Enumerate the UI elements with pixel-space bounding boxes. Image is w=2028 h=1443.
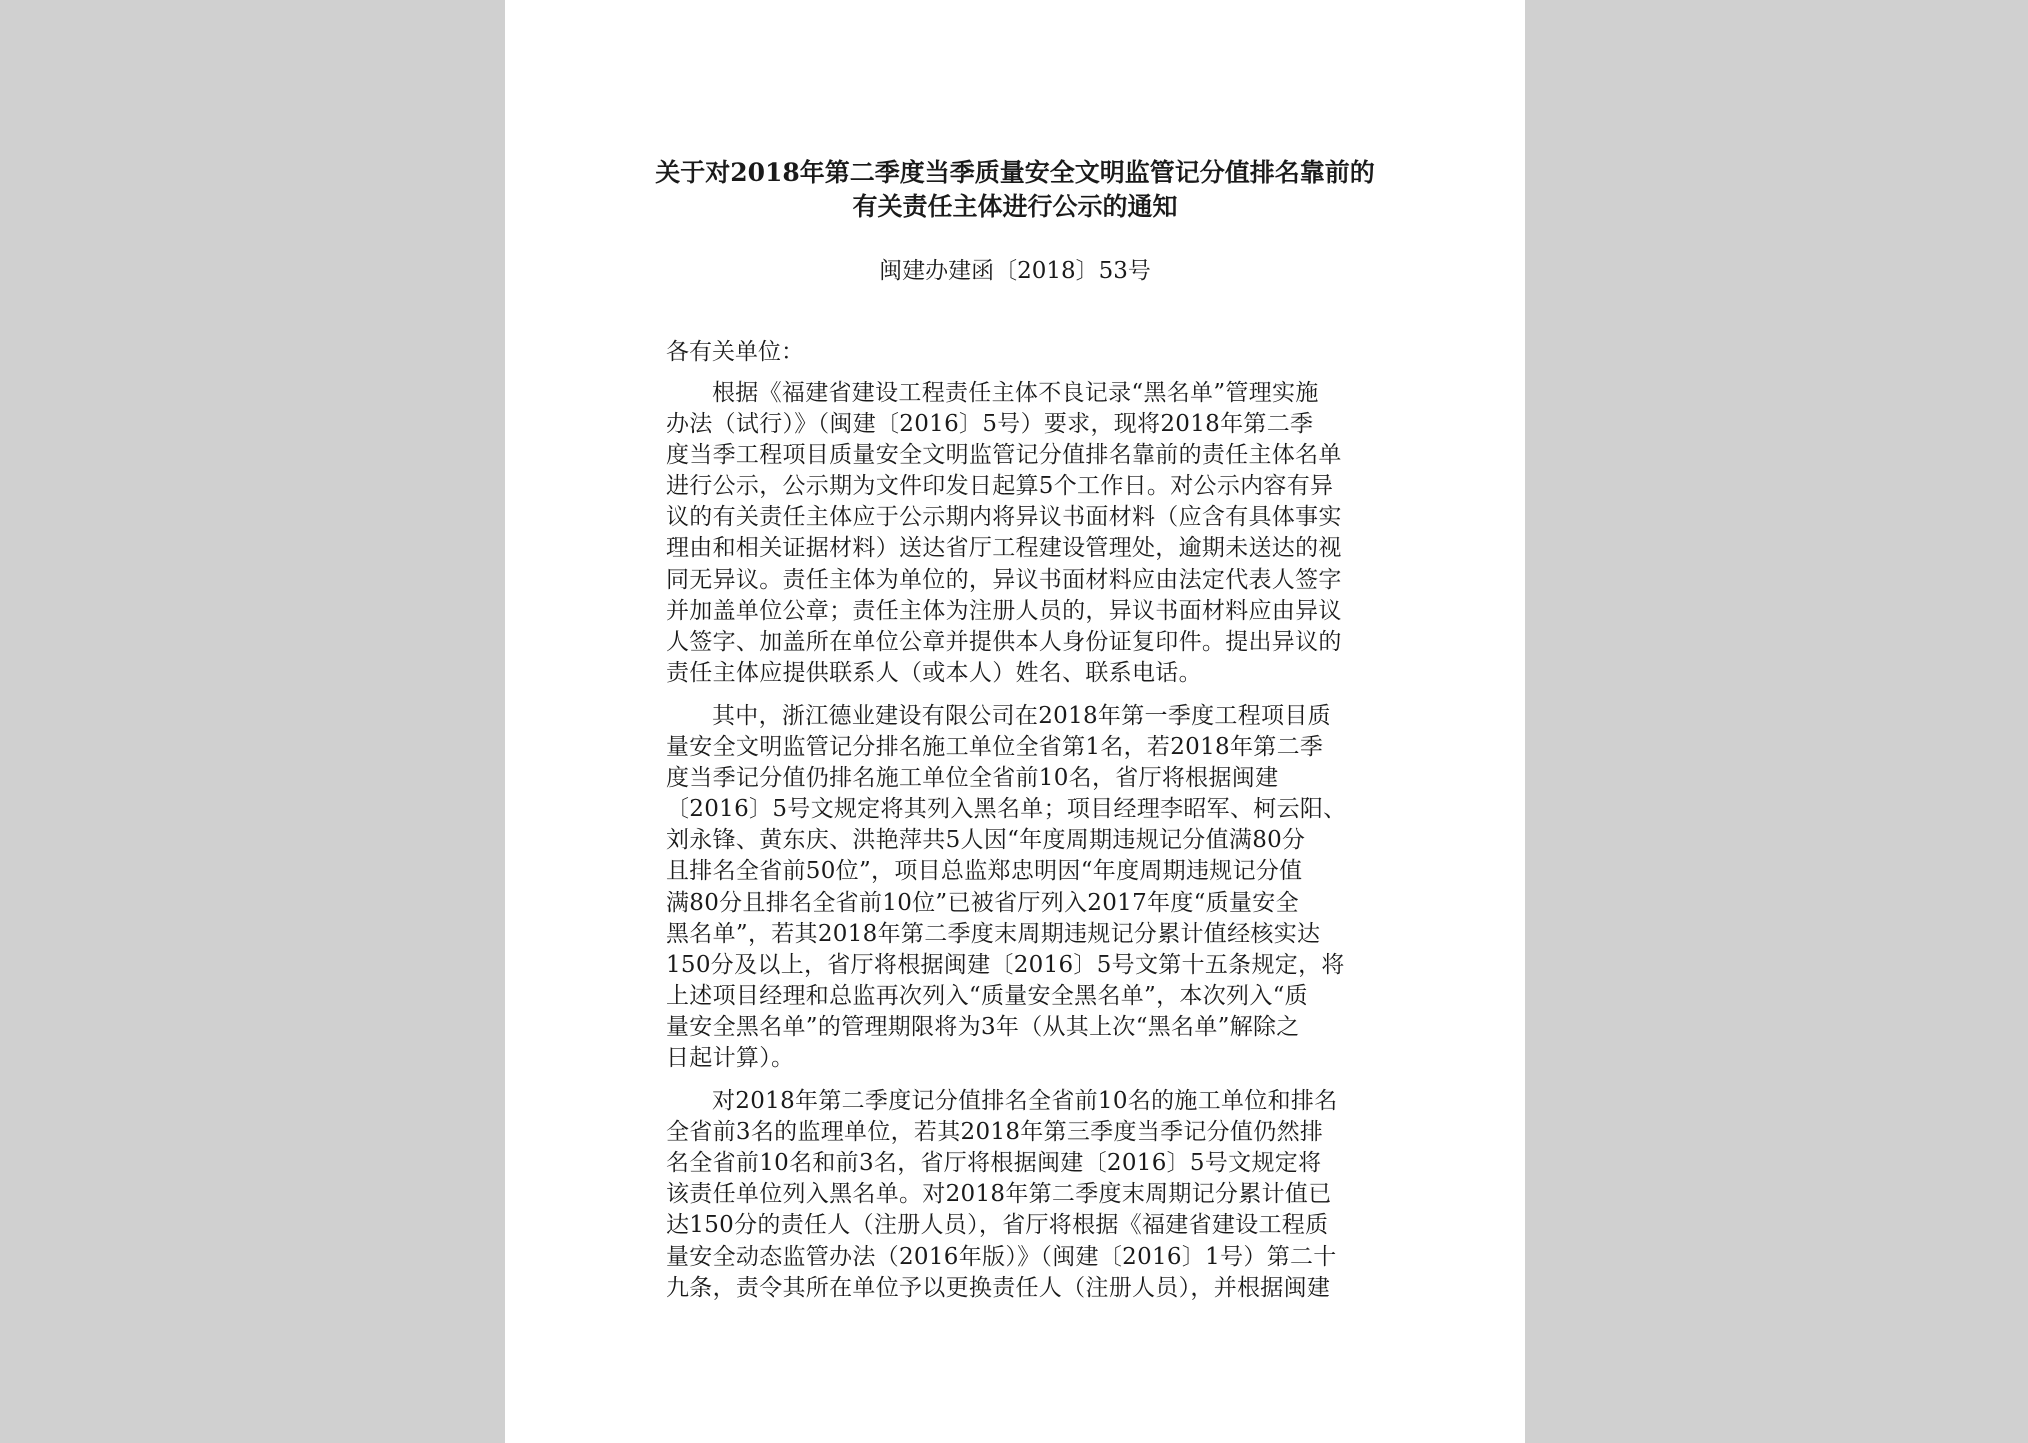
paragraph-line: 量安全文明监管记分排名施工单位全省第1名，若2018年第二季 xyxy=(666,734,1324,761)
paragraph-line: 度当季记分值仍排名施工单位全省前10名，省厅将根据闽建 xyxy=(666,765,1279,792)
paragraph-line: 且排名全省前50位”，项目总监郑忠明因“年度周期违规记分值 xyxy=(666,858,1303,885)
title-line-1: 关于对2018年第二季度当季质量安全文明监管记分值排名靠前的 xyxy=(655,158,1375,187)
paragraph-line: 理由和相关证据材料）送达省厅工程建设管理处，逾期未送达的视 xyxy=(666,535,1342,562)
paragraph-line: 责任主体应提供联系人（或本人）姓名、联系电话。 xyxy=(666,659,1202,686)
paragraph-line: 日起计算）。 xyxy=(666,1044,795,1071)
paragraph-line: 办法（试行）》（闽建〔2016〕5号）要求，现将2018年第二季 xyxy=(666,411,1314,438)
paragraph-line: 全省前3名的监理单位，若其2018年第三季度当季记分值仍然排 xyxy=(666,1119,1324,1146)
paragraph-3 xyxy=(666,1086,1366,1304)
paragraph-line: 度当季工程项目质量安全文明监管记分值排名靠前的责任主体名单 xyxy=(666,442,1342,469)
paragraph-line: 150分及以上，省厅将根据闽建〔2016〕5号文第十五条规定，将 xyxy=(666,951,1345,978)
paragraph-line: 达150分的责任人（注册人员），省厅将根据《福建省建设工程质 xyxy=(666,1212,1329,1239)
paragraph-line: 量安全动态监管办法（2016年版）》（闽建〔2016〕1号）第二十 xyxy=(666,1243,1337,1270)
paragraph-2 xyxy=(666,701,1366,1074)
paragraph-line: 〔2016〕5号文规定将其列入黑名单；项目经理李昭军、柯云阳、 xyxy=(666,796,1347,823)
document-title xyxy=(505,156,1525,224)
paragraph-line: 议的有关责任主体应于公示期内将异议书面材料（应含有具体事实 xyxy=(666,504,1342,531)
paragraph-line: 对2018年第二季度记分值排名全省前10名的施工单位和排名 xyxy=(712,1088,1338,1115)
paragraph-line: 并加盖单位公章；责任主体为注册人员的，异议书面材料应由异议 xyxy=(666,597,1342,624)
paragraph-line: 黑名单”，若其2018年第二季度末周期违规记分累计值经核实达 xyxy=(666,920,1321,947)
paragraph-line: 满80分且排名全省前10位”已被省厅列入2017年度“质量安全 xyxy=(666,889,1299,916)
paragraph-line: 进行公示，公示期为文件印发日起算5个工作日。对公示内容有异 xyxy=(666,473,1334,500)
paragraph-line: 名全省前10名和前3名，省厅将根据闽建〔2016〕5号文规定将 xyxy=(666,1150,1322,1177)
paragraph-line: 量安全黑名单”的管理期限将为3年（从其上次“黑名单”解除之 xyxy=(666,1013,1300,1040)
paragraph-line: 九条，责令其所在单位予以更换责任人（注册人员），并根据闽建 xyxy=(666,1274,1331,1301)
title-line-2: 有关责任主体进行公示的通知 xyxy=(852,192,1178,221)
document-body xyxy=(666,336,1366,1316)
paragraph-line: 人签字、加盖所在单位公章并提供本人身份证复印件。提出异议的 xyxy=(666,628,1342,655)
paragraph-line: 根据《福建省建设工程责任主体不良记录“黑名单”管理实施 xyxy=(712,380,1319,406)
salutation: 各有关单位： xyxy=(666,339,804,365)
paragraph-1 xyxy=(666,378,1366,689)
document-page xyxy=(505,0,1525,1443)
paragraph-line: 刘永锋、黄东庆、洪艳萍共5人因“年度周期违规记分值满80分 xyxy=(666,827,1306,854)
paragraph-line: 上述项目经理和总监再次列入“质量安全黑名单”，本次列入“质 xyxy=(666,982,1308,1009)
paragraph-line: 同无异议。责任主体为单位的，异议书面材料应由法定代表人签字 xyxy=(666,566,1342,593)
document-number: 闽建办建函〔2018〕53号 xyxy=(879,258,1151,284)
paragraph-line: 其中，浙江德业建设有限公司在2018年第一季度工程项目质 xyxy=(712,702,1331,729)
paragraph-line: 该责任单位列入黑名单。对2018年第二季度末周期记分累计值已 xyxy=(666,1181,1332,1208)
